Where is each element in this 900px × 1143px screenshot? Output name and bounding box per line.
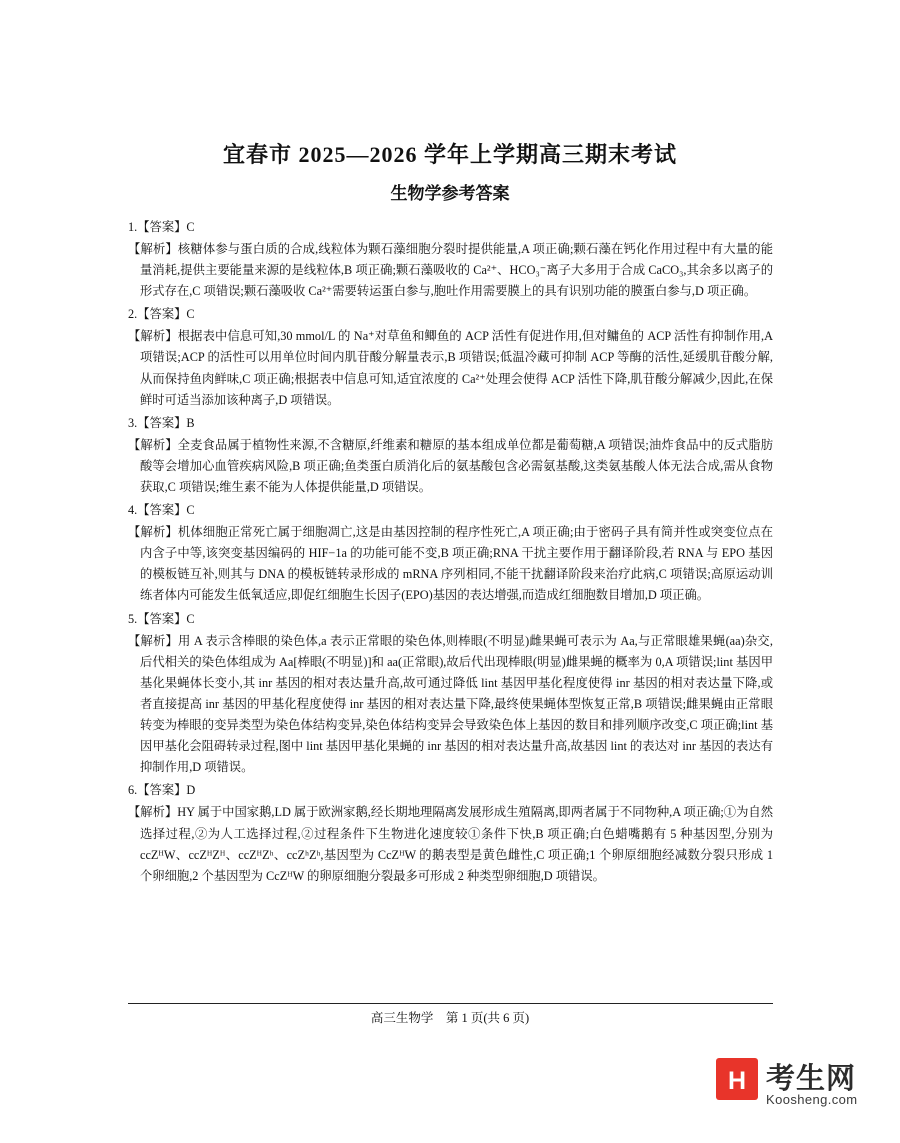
answer-label: 6.【答案】D: [128, 783, 196, 798]
page-subtitle: 生物学参考答案: [390, 184, 510, 203]
answer-block: [128, 218, 773, 302]
answer-block: [128, 501, 773, 606]
explanation-text: 【解析】机体细胞正常死亡属于细胞凋亡,这是由基因控制的程序性死亡,A 项正确;由于密码子具有简并性或突变位点在内含子中等,该突变基因编码的 HIF−1a 的功能可能不变,B 项正确;RNA 干扰主要作用于翻译阶段,若 RNA 与 EPO 基因的模板链互补,则其与 DNA 的模板链转录形成的 mRNA 序列相同,不能干扰翻译阶段来治疗此病,C 项错误;高原运动训练者体内可能发生低氧适应,即促红细胞生长因子(EPO)基因的表达增强,而造成红细胞数目增加,D 项正确。: [128, 525, 773, 603]
answer-block: [128, 414, 773, 498]
explanation-text: 【解析】用 A 表示含棒眼的染色体,a 表示正常眼的染色体,则棒眼(不明显)雌果蝇可表示为 Aa,与正常眼雄果蝇(aa)杂交,后代相关的染色体组成为 Aa[棒眼(不明显)]和 aa(正常眼),故后代出现棒眼(明显)雌果蝇的概率为 0,A 项错误;lint 基因甲基化果蝇体长变小,其 inr 基因的相对表达量升高,故可通过降低 lint 基因甲基化程度使得 inr 基因的相对表达量下降,或者直接提高 inr 基因的甲基化程度使得 inr 基因的相对表达量下降,最终使果蝇体型恢复正常,B 项错误;雌果蝇由正常眼转变为棒眼的变异类型为染色体结构变异,染色体结构变异会导致染色体上基因的数目和排列顺序改变,C 项正确;lint 基因甲基化会阻碍转录过程,图中 lint 基因甲基化果蝇的 inr 基因的相对表达量升高,故基因 lint 的表达对 inr 基因的表达有抑制作用,D 项错误。: [128, 633, 773, 775]
watermark-name-cn: 考生网: [766, 1063, 857, 1095]
page-footer: 高三生物学 第 1 页(共 6 页): [370, 1011, 530, 1025]
explanation-text: 【解析】全麦食品属于植物性来源,不含糖原,纤维素和糖原的基本组成单位都是葡萄糖,A 项错误;油炸食品中的反式脂肪酸等会增加心血管疾病风险,B 项正确;鱼类蛋白质消化后的氨基酸包含必需氨基酸,这类氨基酸人体无法合成,需从食物获取,C 项错误;维生素不能为人体提供能量,D 项错误。: [128, 437, 773, 494]
page-title: 宜春市 2025—2026 学年上学期高三期末考试: [222, 142, 677, 167]
answer-label: 5.【答案】C: [128, 611, 195, 626]
explanation-text: 【解析】根据表中信息可知,30 mmol/L 的 Na⁺对草鱼和鲫鱼的 ACP 活性有促进作用,但对鳙鱼的 ACP 活性有抑制作用,A 项错误;ACP 的活性可以用单位时间内肌苷酸分解量表示,B 项错误;低温冷藏可抑制 ACP 等酶的活性,延缓肌苷酸分解,从而保持鱼肉鲜味,C 项正确;根据表中信息可知,适宜浓度的 Ca²⁺处理会使得 ACP 活性下降,肌苷酸分解减少,因此,在保鲜时可适当添加该种离子,D 项错误。: [128, 329, 773, 407]
answer-label: 3.【答案】B: [128, 415, 195, 430]
logo-letter: H: [727, 1067, 747, 1095]
answer-block: [128, 305, 773, 410]
answer-label: 1.【答案】C: [128, 220, 195, 234]
watermark-name-en: Koosheng.com: [766, 1092, 858, 1107]
explanation-text: 【解析】核糖体参与蛋白质的合成,线粒体为颗石藻细胞分裂时提供能量,A 项正确;颗石藻在钙化作用过程中有大量的能量消耗,提供主要能量来源的是线粒体,B 项正确;颗石藻吸收的 Ca²⁺、HCO₃⁻离子大多用于合成 CaCO₃,其余多以离子的形式存在,C 项错误;颗石藻吸收 Ca²⁺需要转运蛋白参与,胞吐作用需要膜上的具有识别功能的膜蛋白参与,D 项正确。: [128, 241, 773, 299]
explanation-text: 【解析】HY 属于中国家鹅,LD 属于欧洲家鹅,经长期地理隔离发展形成生殖隔离,即两者属于不同物种,A 项正确;①为自然选择过程,②为人工选择过程,②过程条件下生物进化速度较①条件下快,B 项正确;白色蜡嘴鹅有 5 种基因型,分别为 ccZᴴW、ccZᴴZᴴ、ccZᴴZʰ、ccZʰZʰ,基因型为 CcZᴴW 的鹅表型是黄色雌性,C 项正确;1 个卵原细胞经减数分裂只形成 1 个卵细胞,2 个基因型为 CcZᴴW 的卵原细胞分裂最多可形成 2 种类型卵细胞,D 项错误。: [128, 805, 773, 883]
answer-label: 2.【答案】C: [128, 307, 195, 322]
answer-block: [128, 610, 773, 779]
logo-mark-icon: [716, 1058, 758, 1100]
answer-label: 4.【答案】C: [128, 503, 195, 518]
watermark-logo: [716, 1056, 876, 1118]
answer-block: [128, 781, 773, 886]
footer-divider: [128, 1003, 773, 1004]
answers-body: [128, 218, 773, 890]
